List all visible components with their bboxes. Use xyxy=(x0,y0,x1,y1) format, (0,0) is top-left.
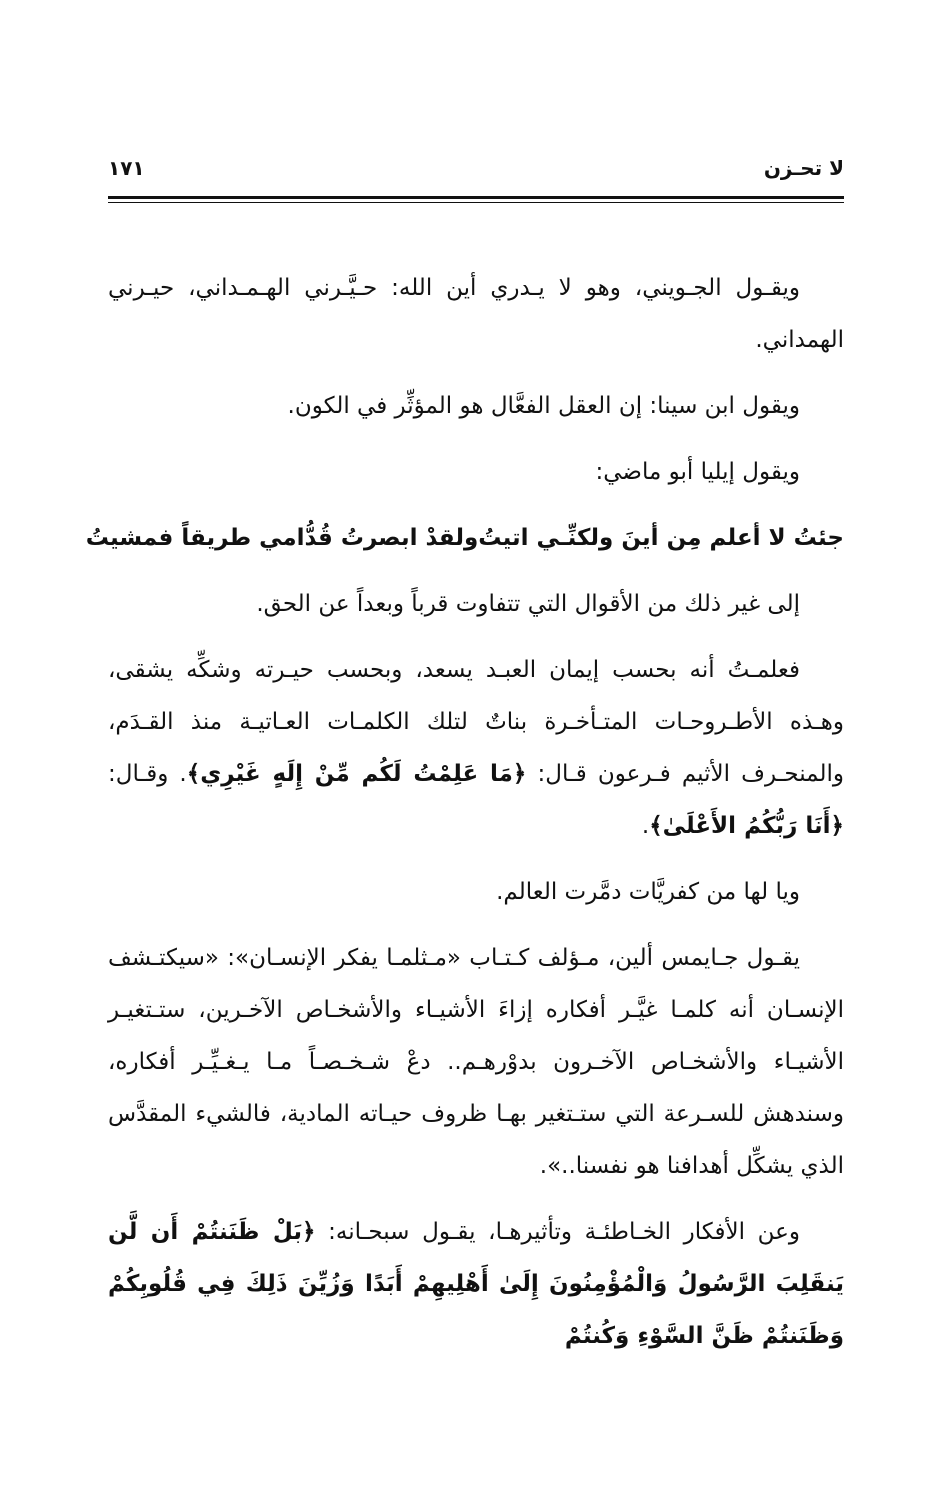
pharaoh-text-c: . xyxy=(641,813,650,839)
page-number: ١٧١ xyxy=(108,156,145,180)
paragraph-kufriyyat: ويا لها من كفريَّات دمَّرت العالم. xyxy=(496,879,800,905)
quran-quote-1: ﴿مَا عَلِمْتُ لَكُم مِّنْ إِلَهٍ غَيْرِي﴾ xyxy=(186,761,527,787)
pharaoh-text-b: . وقـال: xyxy=(108,761,187,787)
poetry-verse xyxy=(85,512,844,564)
paragraph-ibn-sina: ويقول ابن سينا: إن العقل الفعَّال هو المؤثِّر في الكون. xyxy=(287,393,800,419)
quran-quote-3: ﴿بَلْ ظَنَنتُمْ أَن لَّن يَنقَلِبَ الرَّسُولُ وَالْمُؤْمِنُونَ إِلَىٰ أَهْلِيهِمْ أَبَدًا وَزُيِّنَ ذَلِكَ فِي قُلُوبِكُمْ وَظَنَنتُمْ ظَنَّ السَّوْءِ وَكُنتُمْ xyxy=(108,1219,844,1349)
header-rule-thin xyxy=(108,202,844,203)
header-rule-thick xyxy=(108,196,844,199)
verse-second-hemistich: ولقدْ ابصرتُ قُدُّامي طريقاً فمشيتُ xyxy=(85,525,479,551)
paragraph-abu-madi-intro: ويقول إيليا أبو ماضي: xyxy=(595,459,800,485)
paragraph-james-allen: يقـول جـايمس ألين، مـؤلف كـتـاب «مـثلمـا يفكر الإنسـان»: «سيكتـشف الإنسـان أنه كلمـا غيَّـر أفكاره إزاءَ الأشيـاء والأشخـاص الآخـرين، ستـتغيـر الأشيـاء والأشخـاص الآخـرون بدوْرهـم.. دعْ شـخـصـاً مـا يـغـيِّـر أفكاره، وسندهش للسـرعة التي ستـتغير بهـا ظروف حيـاته المادية، فالشيء المقدَّس الذي يشكِّل أهدافنا هو نفسنا..». xyxy=(108,945,844,1179)
running-title: لا تحـزن xyxy=(763,156,844,180)
paragraph-wrong-thoughts xyxy=(108,1206,844,1362)
body-text xyxy=(85,262,844,1376)
wrong-thoughts-text: وعن الأفكار الخـاطئـة وتأثيرهـا، يقـول سبحـانه: xyxy=(315,1219,800,1245)
paragraph-juwayni: ويقـول الجـويني، وهو لا يـدري أين الله: حـيَّـرني الهـمـداني، حيـرني الهمداني. xyxy=(108,275,844,353)
paragraph-other-sayings: إلى غير ذلك من الأقوال التي تتفاوت قرباً وبعداً عن الحق. xyxy=(256,591,800,617)
paragraph-pharaoh xyxy=(108,644,844,852)
verse-first-hemistich: جئتُ لا أعلم مِن أينَ ولكنِّـي اتيتُ xyxy=(478,525,844,551)
pharaoh-text-a: فعلمـتُ أنه بحسب إيمان العبـد يسعد، وبحسب حيـرته وشكِّه يشقى، وهـذه الأطـروحـات المتـأخـرة بناتٌ لتلك الكلمـات العـاتيـة منذ القـدَم، والمنحـرف الأثيم فـرعون قـال: xyxy=(108,657,844,787)
quran-quote-2: ﴿أَنَا رَبُّكُمُ الأَعْلَىٰ﴾ xyxy=(649,813,844,839)
page-header xyxy=(108,150,844,194)
